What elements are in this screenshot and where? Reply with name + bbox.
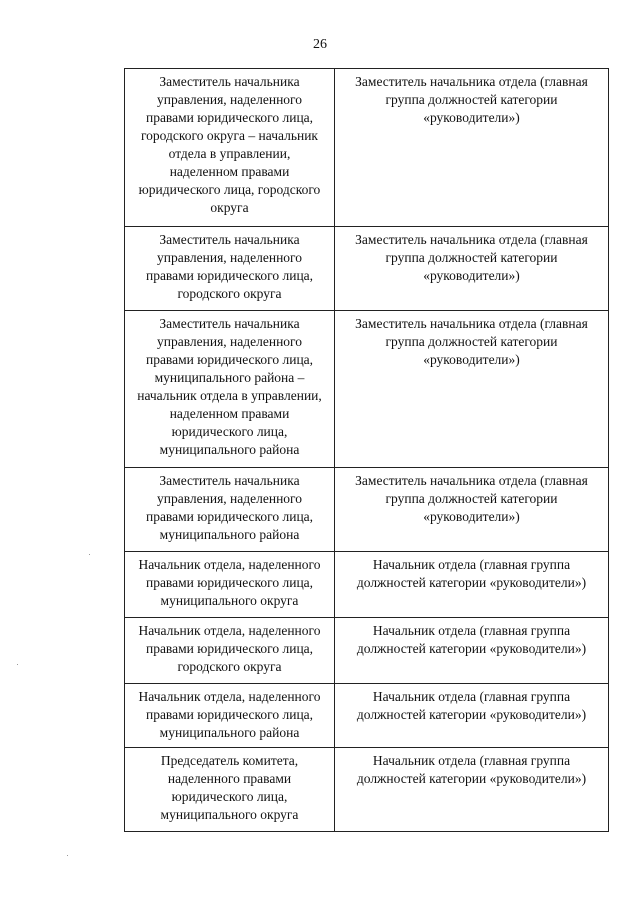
- scan-speck: [17, 664, 18, 665]
- position-cell: Заместитель начальника управления, наделенного правами юридического лица, городского округа: [125, 227, 335, 311]
- equivalent-position-cell: Начальник отдела (главная группа должностей категории «руководители»): [335, 552, 609, 618]
- position-cell: Председатель комитета, наделенного правами юридического лица, муниципального округа: [125, 748, 335, 832]
- equivalent-position-cell: Заместитель начальника отдела (главная группа должностей категории «руководители»): [335, 227, 609, 311]
- table-row: [125, 69, 609, 227]
- page-number: 26: [313, 37, 327, 52]
- table-row: [125, 552, 609, 618]
- equivalent-position-cell: Начальник отдела (главная группа должностей категории «руководители»): [335, 618, 609, 684]
- equivalent-position-cell: Начальник отдела (главная группа должностей категории «руководители»): [335, 684, 609, 748]
- scan-speck: [89, 554, 90, 555]
- position-cell: Заместитель начальника управления, наделенного правами юридического лица, муниципального района: [125, 468, 335, 552]
- equivalent-position-cell: Заместитель начальника отдела (главная группа должностей категории «руководители»): [335, 69, 609, 227]
- position-cell: Заместитель начальника управления, наделенного правами юридического лица, городского округа – начальник отдела в управлении, наделенном правами юридического лица, городского округа: [125, 69, 335, 227]
- table-row: [125, 748, 609, 832]
- scan-speck: [67, 855, 68, 856]
- table-row: [125, 227, 609, 311]
- position-cell: Начальник отдела, наделенного правами юридического лица, муниципального района: [125, 684, 335, 748]
- positions-table: [124, 68, 609, 832]
- position-cell: Заместитель начальника управления, наделенного правами юридического лица, муниципального района – начальник отдела в управлении, наделенном правами юридического лица, муниципального района: [125, 311, 335, 468]
- position-cell: Начальник отдела, наделенного правами юридического лица, городского округа: [125, 618, 335, 684]
- table-row: [125, 684, 609, 748]
- table-row: [125, 618, 609, 684]
- position-cell: Начальник отдела, наделенного правами юридического лица, муниципального округа: [125, 552, 335, 618]
- table-row: [125, 468, 609, 552]
- equivalent-position-cell: Заместитель начальника отдела (главная группа должностей категории «руководители»): [335, 468, 609, 552]
- equivalent-position-cell: Заместитель начальника отдела (главная группа должностей категории «руководители»): [335, 311, 609, 468]
- table-row: [125, 311, 609, 468]
- equivalent-position-cell: Начальник отдела (главная группа должностей категории «руководители»): [335, 748, 609, 832]
